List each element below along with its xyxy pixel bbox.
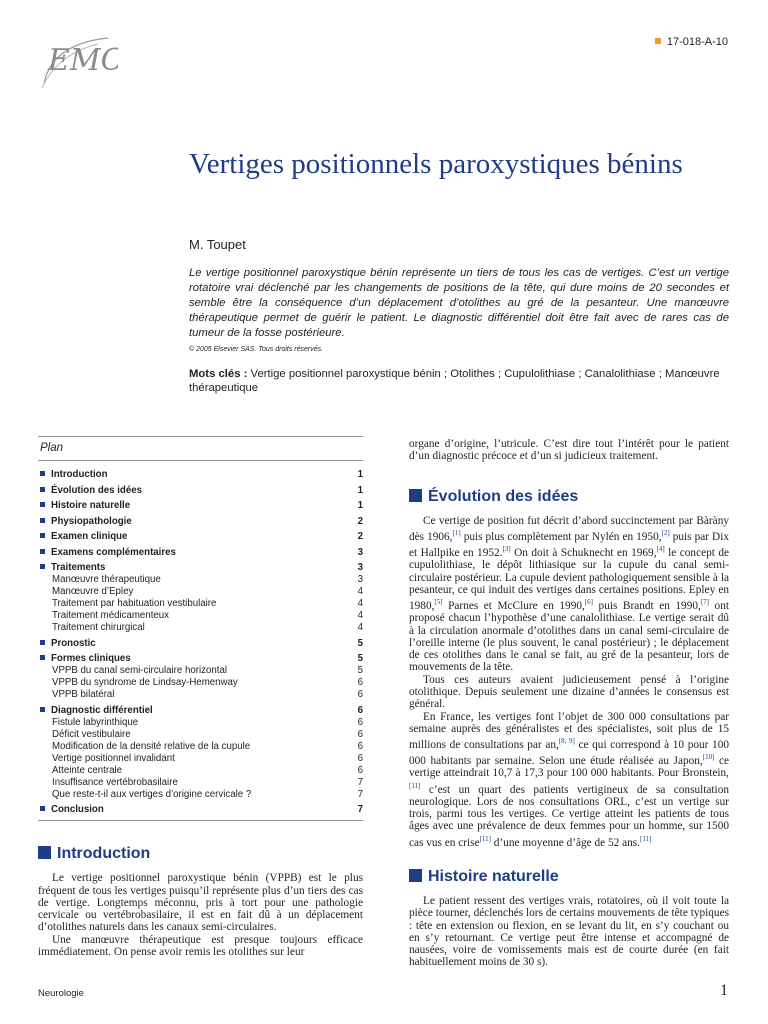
plan-item[interactable] [38, 485, 363, 497]
plan-item[interactable] [38, 729, 363, 741]
plan-item-label: Vertige positionnel invalidant [52, 752, 175, 764]
plan-item-page: 6 [357, 752, 363, 764]
plan-item-page: 4 [357, 586, 363, 597]
bullet-square-icon [40, 502, 45, 507]
plan-item-page: 7 [357, 788, 363, 800]
plan-item[interactable] [38, 705, 363, 717]
plan-item-page: 5 [357, 653, 363, 664]
plan-item-page: 4 [357, 622, 363, 633]
emc-logo-text: EMC [48, 43, 118, 78]
citation[interactable]: [8, 9] [558, 737, 575, 746]
article-title: Vertiges positionnels paroxystiques bénins [189, 148, 683, 180]
plan-item-page: 3 [357, 562, 363, 573]
blue-square-icon [409, 489, 422, 502]
bullet-square-icon [40, 518, 45, 523]
plan-item[interactable] [38, 500, 363, 512]
article-abstract: Le vertige positionnel paroxystique bénin représente un tiers de tous les cas de vertiges. C’est un vertige rotatoire vrai déclenché par les changements de positions de la tête, qui dure moins de 20 secondes et semble être la conséquence d’un déplacement d’otolithes au gré de la pesanteur. Une manœuvre thérapeutique permet de guérir le patient. Le diagnostic différentiel doit être fait avec de rares cas de tumeur de la fosse postérieure. [189, 267, 729, 339]
bullet-square-icon [40, 549, 45, 554]
plan-item-label: Physiopathologie [51, 515, 132, 527]
plan-item-page: 6 [357, 716, 363, 728]
plan-item-page: 6 [357, 677, 363, 688]
plan-item-page: 7 [357, 776, 363, 788]
plan-item-page: 1 [357, 484, 363, 496]
continuation-paragraph: organe d’origine, l’utricule. C’est dire tout l’intérêt pour le patient d’un diagnostic précoce et d’un si judicieux traitement. [409, 438, 729, 463]
plan-item-page: 5 [357, 665, 363, 676]
keywords-label: Mots clés : [189, 368, 248, 380]
plan-item-label: Examen clinique [51, 531, 128, 542]
plan-item-label: VPPB du canal semi-circulaire horizontal [52, 665, 227, 676]
bullet-square-icon [40, 471, 45, 476]
plan-item-page: 6 [357, 704, 363, 716]
plan-item[interactable] [38, 717, 363, 729]
plan-item-label: Formes cliniques [51, 653, 131, 664]
plan-item-label: Traitement médicamenteux [52, 610, 170, 621]
histoire-paragraph-1: Le patient ressent des vertiges vrais, rotatoires, où il voit toute la pièce tourner, déclenchés lors de certains mouvements de tête typiques : tête en extension ou flexion, en se levant du lit, en s’y couchant ou en s’y retournant. Ce vertige peut être intense et accompagné de nausées, voire de vomissements mais est de courte durée (en fait habituellement moins de 30 s). [409, 894, 729, 969]
plan-item-label: Introduction [51, 469, 108, 480]
introduction-paragraph-1: Le vertige positionnel paroxystique bénin (VPPB) est le plus fréquent de tous les vertiges puisqu’il représente plus d’un tiers des cas de vertige. Longtemps méconnu, pris à tort pour une pathologie cervicale ou vertébrobasilaire, il est en fait dû à un déplacement d’otolithes naturels dans les canaux semi-circulaires. [38, 872, 363, 934]
keywords [189, 367, 729, 395]
plan-item-label: Examens complémentaires [51, 546, 176, 558]
blue-square-icon [409, 869, 422, 882]
plan-item-label: Histoire naturelle [51, 500, 131, 511]
plan-item-label: Conclusion [51, 804, 104, 815]
plan-item-page: 3 [357, 546, 363, 558]
plan-item-page: 6 [357, 764, 363, 776]
copyright-notice: © 2005 Elsevier SAS. Tous droits réservés. [189, 346, 324, 353]
plan-item-label: Atteinte centrale [52, 764, 123, 776]
citation[interactable]: [7] [700, 598, 710, 607]
plan-item-label: Traitement par habituation vestibulaire [52, 598, 217, 609]
evolution-paragraph-1: Ce vertige de position fut décrit d’abord succinctement par Bàràny dès 1906,[1] puis plus complètement par Nylén en 1950,[2] puis par Dix et Hallpike en 1952.[3] On doit à Schuknecht en 1969,[4] le concept de cupulolithiase, le dépôt lithiasique sur la cupule du canal semi-circulaire postérieur. La cupule devient pathologiquement sensible à la pesanteur, ce qui induit des vertiges dans certaines positions. Epley en 1980,[5] Parnes et McClure en 1990,[6] puis Brandt en 1990,[7] ont proposé chacun l’hypothèse d’une canalolithiase. Le vertige serait dû à la circulation anormale d’otolithes dans un canal semi-circulaire de l’oreille interne (le plus souvent, le canal postérieur) ; le déplacement de ces otolithes dans le canal se fait, au gré de la pesanteur, lors de mouvements de la tête. [409, 514, 729, 674]
table-of-contents [38, 436, 363, 821]
footer-journal: Neurologie [38, 988, 84, 999]
plan-item[interactable] [38, 665, 363, 677]
page-number: 1 [720, 982, 728, 999]
plan-item-page: 2 [357, 531, 363, 542]
citation[interactable]: [11] [409, 781, 421, 790]
citation[interactable]: [5] [434, 598, 443, 607]
introduction-paragraph-2: Une manœuvre thérapeutique est presque toujours efficace immédiatement. On pense avoir remis les otolithes sur leur [38, 933, 363, 959]
citation[interactable]: [11] [640, 834, 652, 843]
plan-item-label: VPPB bilatéral [52, 689, 115, 700]
right-column-body [409, 438, 729, 969]
keywords-list: Vertige positionnel paroxystique bénin ; Otolithes ; Cupulolithiase ; Canalolithiase ; Manœuvre thérapeutique [189, 368, 720, 394]
emc-logo [38, 30, 118, 90]
plan-item-page: 6 [357, 689, 363, 700]
plan-item[interactable] [38, 689, 363, 701]
plan-item[interactable] [38, 469, 363, 481]
section-heading-introduction: Introduction [38, 846, 363, 860]
plan-item[interactable] [38, 653, 363, 665]
plan-item-page: 4 [357, 598, 363, 609]
bullet-square-icon [40, 655, 45, 660]
plan-item[interactable] [38, 574, 363, 586]
plan-item-label: Pronostic [51, 637, 96, 649]
blue-square-icon [38, 846, 51, 859]
bullet-square-icon [40, 533, 45, 538]
citation[interactable]: [2] [661, 529, 670, 538]
evolution-paragraph-2: Tous ces auteurs avaient judicieusement pensé à l’origine otolithique. Depuis seulement une dizaine d’années le consensus est général. [409, 673, 729, 711]
plan-item[interactable] [38, 765, 363, 777]
emc-logo-graphic [38, 30, 118, 90]
citation[interactable]: [3] [502, 545, 511, 554]
plan-item[interactable] [38, 562, 363, 574]
plan-item[interactable] [38, 677, 363, 689]
section-heading-evolution: Évolution des idées [409, 489, 729, 503]
plan-item-label: Déficit vestibulaire [52, 728, 131, 740]
plan-item-page: 1 [357, 500, 363, 511]
plan-item[interactable] [38, 741, 363, 753]
plan-item[interactable] [38, 638, 363, 650]
plan-item-label: Traitements [51, 562, 106, 573]
plan-item[interactable] [38, 777, 363, 789]
left-column-body [38, 845, 363, 959]
citation[interactable]: [6] [584, 598, 593, 607]
plan-item-label: Que reste-t-il aux vertiges d’origine cervicale ? [52, 788, 252, 800]
plan-item[interactable] [38, 610, 363, 622]
plan-item[interactable] [38, 547, 363, 559]
plan-item-page: 6 [357, 728, 363, 740]
plan-item[interactable] [38, 789, 363, 801]
plan-item[interactable] [38, 622, 363, 634]
plan-list [38, 469, 363, 816]
plan-heading: Plan [38, 437, 363, 461]
bullet-square-icon [40, 564, 45, 569]
plan-item[interactable] [38, 598, 363, 610]
plan-item[interactable] [38, 586, 363, 598]
plan-item[interactable] [38, 753, 363, 765]
plan-item-label: Manœuvre thérapeutique [52, 574, 161, 585]
reference-code [655, 36, 728, 48]
plan-item-label: Insuffisance vertébrobasilaire [52, 776, 178, 788]
plan-item-label: Modification de la densité relative de la cupule [52, 740, 251, 752]
plan-item-page: 4 [357, 610, 363, 621]
plan-item-page: 7 [357, 804, 363, 815]
bullet-square-icon [40, 640, 45, 645]
plan-item[interactable] [38, 516, 363, 528]
plan-item-page: 3 [357, 574, 363, 585]
bullet-square-icon [40, 487, 45, 492]
plan-item[interactable] [38, 804, 363, 816]
plan-item-label: VPPB du syndrome de Lindsay-Hemenway [52, 677, 238, 688]
orange-square-icon [655, 38, 661, 44]
plan-item-label: Diagnostic différentiel [51, 704, 153, 716]
plan-item-page: 6 [357, 740, 363, 752]
plan-item-label: Traitement chirurgical [52, 622, 145, 633]
article-author: M. Toupet [189, 237, 246, 252]
citation[interactable]: [11] [479, 834, 491, 843]
evolution-paragraph-3: En France, les vertiges font l’objet de 300 000 consultations par semaine auprès des généralistes et des spécialistes, soit plus de 15 millions de consultations par an,[8, 9] ce qui correspond à 10 pour 100 000 habitants par semaine. Selon une étude réalisée au Japon,[10] ce vertige atteindrait 10,7 à 17,3 pour 100 000 habitants. Pour Bronstein,[11] c’est un quart des patients vertigineux de sa consultation neurologique. Lors de nos consultations ORL, c’est un vertige sur trois, parmi tous les vertiges. Ce vertige atteint les patients de tous âges avec une prévalence de deux femmes pour un homme, sur 1500 cas vus en crise[11] d’une moyenne d’âge de 52 ans.[11] [409, 710, 729, 849]
bullet-square-icon [40, 806, 45, 811]
plan-item-label: Évolution des idées [51, 484, 142, 496]
citation[interactable]: [4] [656, 545, 665, 554]
plan-item-label: Manœuvre d’Epley [52, 586, 134, 597]
reference-code-text: 17-018-A-10 [666, 36, 728, 48]
citation[interactable]: [1] [452, 529, 461, 538]
plan-item[interactable] [38, 531, 363, 543]
plan-item-label: Fistule labyrinthique [52, 716, 139, 728]
citation[interactable]: [10] [702, 753, 715, 762]
bullet-square-icon [40, 707, 45, 712]
section-heading-histoire: Histoire naturelle [409, 869, 729, 883]
plan-item-page: 5 [357, 637, 363, 649]
plan-item-page: 2 [357, 515, 363, 527]
plan-item-page: 1 [357, 469, 363, 480]
